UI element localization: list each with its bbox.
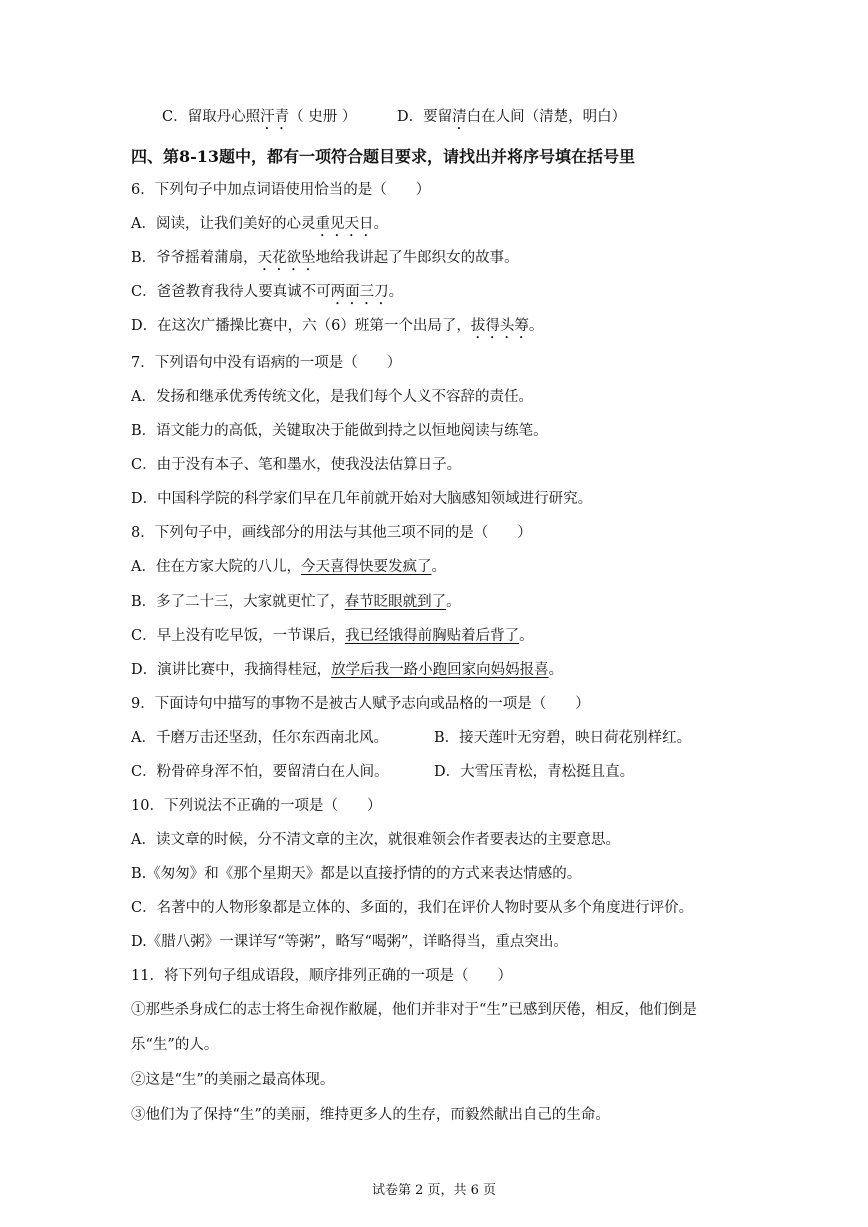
option-c-line (162, 107, 356, 133)
q7-option-c: C．由于没有本子、笔和墨水，使我没法估算日子。 (131, 457, 462, 473)
q6-option-a (131, 214, 388, 240)
section-heading: 四、第8-13题中，都有一项符合题目要求，请找出并将序号填在括号里 (131, 147, 636, 166)
q6-b-text: B．爷爷摇着蒲扇， (131, 250, 258, 266)
q9-option-d: D．大雪压青松，青松挺且直。 (434, 764, 635, 780)
q6-a-end: 。 (373, 216, 388, 232)
q6-option-b (131, 248, 519, 274)
q6-c-text: C．爸爸教育我待人要真诚不可 (131, 284, 331, 300)
q7-option-b: B．语文能力的高低，关键取决于能做到持之以恒地阅读与练笔。 (131, 423, 548, 439)
q6-a-dotted: 重见天日 (315, 216, 374, 232)
q8-a-end: 。 (431, 559, 446, 575)
q11-stem: 11．将下列句子组成语段，顺序排列正确的一项是（ ） (131, 968, 512, 984)
q8-c-end: 。 (519, 628, 534, 644)
page-footer: 试卷第 2 页，共 6 页 (371, 1183, 497, 1198)
q6-d-dotted: 拔得头筹 (470, 318, 529, 334)
q6-option-c (131, 282, 403, 308)
q8-a-text: A．住在方家大院的八儿， (131, 559, 301, 575)
option-d-suffix: 白在人间（清楚，明白） (466, 109, 627, 125)
q8-b-underlined: 春节眨眼就到了 (344, 594, 447, 610)
q11-sentence-2: ②这是“生”的美丽之最高体现。 (131, 1072, 335, 1088)
option-d-prefix: D．要留 (397, 109, 453, 125)
q8-d-end: 。 (548, 662, 564, 678)
q8-d-text: D．演讲比赛中，我摘得桂冠， (131, 662, 332, 678)
q6-c-dotted: 两面三刀 (330, 284, 389, 300)
q8-c-text: C．早上没有吃早饭，一节课后， (131, 628, 346, 644)
q10-option-b: B.《匆匆》和《那个星期天》都是以直接抒情的的方式来表达情感的。 (131, 866, 582, 882)
q11-sentence-1-cont: 乐“生”的人。 (131, 1037, 219, 1053)
q8-a-underlined: 今天喜得快要发疯了 (300, 559, 432, 575)
q9-stem: 9．下面诗句中描写的事物不是被古人赋予志向或品格的一项是（ ） (131, 696, 590, 712)
q10-option-a: A．读文章的时候，分不清文章的主次，就很难领会作者要表达的主要意思。 (131, 832, 620, 848)
q6-b-dotted: 天花欲坠 (257, 250, 316, 266)
q11-sentence-1: ①那些杀身成仁的志士将生命视作敝屣，他们并非对于“生”已感到厌倦，相反，他们倒是 (131, 1002, 697, 1018)
q8-option-a (131, 557, 446, 577)
q6-c-end: 。 (388, 284, 404, 300)
q7-option-d: D．中国科学院的科学家们早在几年前就开始对大脑感知领域进行研究。 (131, 491, 593, 507)
option-d-line (397, 107, 626, 133)
q8-option-c (131, 626, 534, 646)
q7-option-a: A．发扬和继承优秀传统文化，是我们每个人义不容辞的责任。 (131, 389, 533, 405)
q6-stem: 6．下列句子中加点词语使用恰当的是（ ） (131, 182, 431, 198)
q9-option-c: C．粉骨碎身浑不怕，要留清白在人间。 (131, 764, 389, 780)
option-d-dotted: 清 (452, 109, 467, 125)
q8-b-text: B．多了二十三，大家就更忙了， (131, 594, 345, 610)
q8-option-d (131, 660, 563, 680)
q10-stem: 10．下列说法不正确的一项是（ ） (131, 798, 382, 814)
q10-option-c: C．名著中的人物形象都是立体的、多面的，我们在评价人物时要从多个角度进行评价。 (131, 900, 694, 916)
option-c-dotted: 汗青 (260, 109, 290, 125)
q8-c-underlined: 我已经饿得前胸贴着后背了 (345, 628, 520, 644)
q7-stem: 7．下列语句中没有语病的一项是（ ） (131, 355, 402, 371)
q6-d-end: 。 (528, 318, 544, 334)
q8-d-underlined: 放学后我一路小跑回家向妈妈报喜 (331, 662, 549, 678)
q9-option-b: B．接天莲叶无穷碧，映日荷花别样红。 (434, 730, 692, 746)
q8-b-end: 。 (446, 594, 461, 610)
q6-b-end: 地给我讲起了牛郎织女的故事。 (315, 250, 519, 266)
option-c-prefix: C．留取丹心照 (162, 109, 261, 125)
q6-a-text: A．阅读，让我们美好的心灵 (131, 216, 316, 232)
q8-stem: 8．下列句子中，画线部分的用法与其他三项不同的是（ ） (131, 525, 532, 541)
q10-option-d: D.《腊八粥》一课详写“等粥”，略写“喝粥”，详略得当，重点突出。 (131, 934, 568, 950)
q8-option-b (131, 592, 461, 612)
q6-d-text: D．在这次广播操比赛中，六（6）班第一个出局了， (131, 318, 471, 334)
q6-option-d (131, 316, 543, 342)
q11-sentence-3: ③他们为了保持“生”的美丽，维持更多人的生存，而毅然献出自己的生命。 (131, 1107, 610, 1123)
option-c-suffix: （ 史册 ） (289, 109, 357, 125)
q9-option-a: A．千磨万击还坚劲，任尔东西南北风。 (131, 730, 388, 746)
